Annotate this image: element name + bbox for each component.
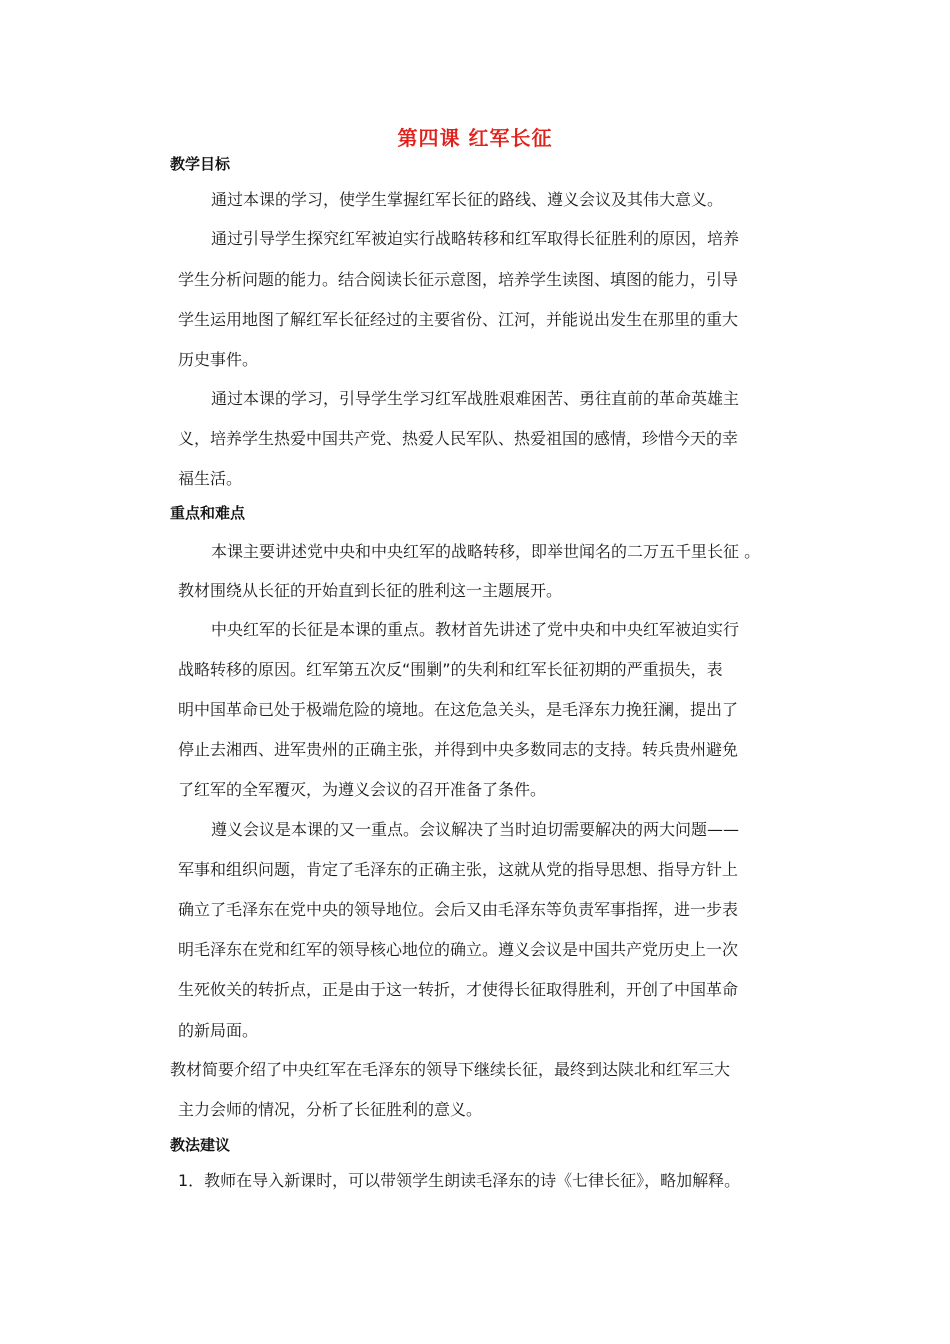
paragraph-line: 通过引导学生探究红军被迫实行战略转移和红军取得长征胜利的原因，培养 xyxy=(211,229,740,248)
paragraph-line: 义，培养学生热爱中国共产党、热爱人民军队、热爱祖国的感情，珍惜今天的幸 xyxy=(178,429,739,448)
paragraph-line: 福生活。 xyxy=(178,469,243,488)
section-heading-key-points: 重点和难点 xyxy=(170,504,246,522)
paragraph-line: 教材围绕从长征的开始直到长征的胜利这一主题展开。 xyxy=(178,581,563,600)
paragraph-line: 中央红军的长征是本课的重点。教材首先讲述了党中央和中央红军被迫实行 xyxy=(211,620,740,639)
paragraph-line: 生死攸关的转折点，正是由于这一转折，才使得长征取得胜利，开创了中国革命 xyxy=(178,980,739,999)
paragraph-line: 明毛泽东在党和红军的领导核心地位的确立。遵义会议是中国共产党历史上一次 xyxy=(178,940,739,959)
paragraph-line: 教材简要介绍了中央红军在毛泽东的领导下继续长征，最终到达陕北和红军三大 xyxy=(170,1060,731,1079)
section-heading-objectives: 教学目标 xyxy=(170,155,231,173)
paragraph-line: 主力会师的情况，分析了长征胜利的意义。 xyxy=(178,1100,483,1119)
paragraph-line: 学生运用地图了解红军长征经过的主要省份、江河，并能说出发生在那里的重大 xyxy=(178,310,739,329)
paragraph-line: 1．教师在导入新课时，可以带领学生朗读毛泽东的诗《七律长征》，略加解释。 xyxy=(178,1171,741,1190)
paragraph-line: 通过本课的学习，使学生掌握红军长征的路线、遵义会议及其伟大意义。 xyxy=(211,190,724,209)
paragraph-line: 本课主要讲述党中央和中央红军的战略转移，即举世闻名的二万五千里长征 。 xyxy=(211,542,761,561)
paragraph-line: 遵义会议是本课的又一重点。会议解决了当时迫切需要解决的两大问题—— xyxy=(211,820,740,839)
paragraph-line: 通过本课的学习，引导学生学习红军战胜艰难困苦、勇往直前的革命英雄主 xyxy=(211,389,740,408)
paragraph-line: 战略转移的原因。红军第五次反“围剿”的失利和红军长征初期的严重损失，表 xyxy=(178,660,723,679)
paragraph-line: 的新局面。 xyxy=(178,1021,259,1040)
paragraph-line: 历史事件。 xyxy=(178,350,259,369)
paragraph-line: 了红军的全军覆灭，为遵义会议的召开准备了条件。 xyxy=(178,780,547,799)
paragraph-line: 明中国革命已处于极端危险的境地。在这危急关头，是毛泽东力挽狂澜，提出了 xyxy=(178,700,739,719)
section-heading-teaching-suggestions: 教法建议 xyxy=(170,1136,231,1154)
paragraph-line: 确立了毛泽东在党中央的领导地位。会后又由毛泽东等负责军事指挥，进一步表 xyxy=(178,900,739,919)
page-title: 第四课 红军长征 xyxy=(397,126,553,150)
paragraph-line: 学生分析问题的能力。结合阅读长征示意图，培养学生读图、填图的能力，引导 xyxy=(178,270,739,289)
paragraph-line: 军事和组织问题，肯定了毛泽东的正确主张，这就从党的指导思想、指导方针上 xyxy=(178,860,739,879)
paragraph-line: 停止去湘西、进军贵州的正确主张，并得到中央多数同志的支持。转兵贵州避免 xyxy=(178,740,739,759)
